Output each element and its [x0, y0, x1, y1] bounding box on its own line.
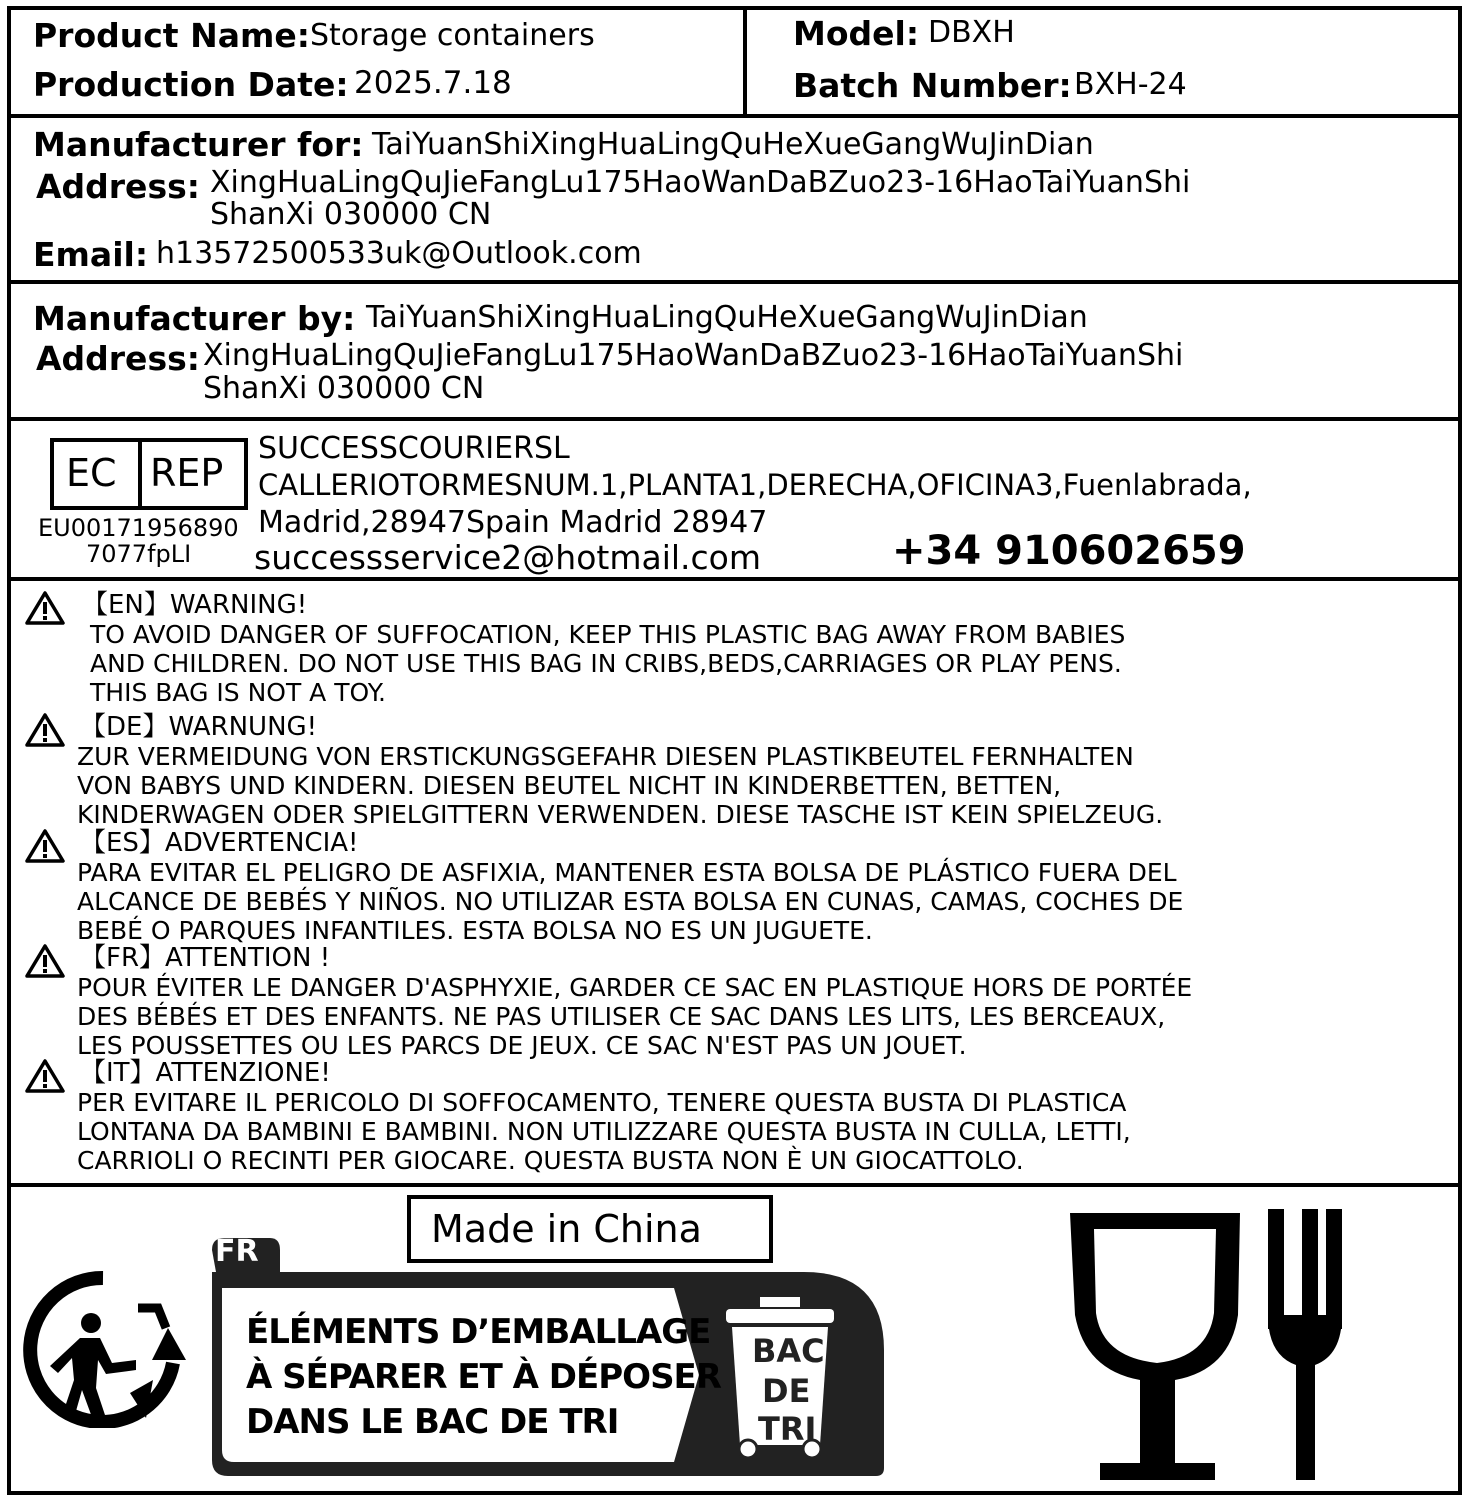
warning-line: DES BÉBÉS ET DES ENFANTS. NE PAS UTILISER CE SAC DANS LES LITS, LES BERCEAUX,	[77, 1002, 1166, 1031]
ec-rep-phone: +34 910602659	[892, 528, 1246, 574]
bin-label: DE	[762, 1372, 811, 1410]
warning-title: 【FR】ATTENTION !	[80, 943, 331, 973]
warning-title: 【DE】WARNUNG!	[80, 712, 318, 742]
made-in: Made in China	[431, 1207, 702, 1251]
ec-rep-company: SUCCESSCOURIERSL	[258, 431, 570, 466]
product-name-label: Product Name:	[33, 16, 310, 55]
divider	[7, 114, 1462, 118]
divider	[7, 1183, 1462, 1187]
warning-triangle-icon	[24, 1058, 66, 1094]
warning-line: ZUR VERMEIDUNG VON ERSTICKUNGSGEFAHR DIESEN PLASTIKBEUTEL FERNHALTEN	[77, 742, 1134, 771]
manufacturer-for-name: TaiYuanShiXingHuaLingQuHeXueGangWuJinDian	[372, 127, 1094, 162]
warning-line: ALCANCE DE BEBÉS Y NIÑOS. NO UTILIZAR ESTA BOLSA EN CUNAS, CAMAS, COCHES DE	[77, 887, 1184, 916]
warning-title: 【EN】WARNING!	[82, 590, 308, 620]
ec-rep-code: 7077fpLI	[86, 540, 192, 568]
warning-triangle-icon	[24, 943, 66, 979]
ec-rep-address: CALLERIOTORMESNUM.1,PLANTA1,DERECHA,OFICINA3,Fuenlabrada,	[258, 468, 1252, 502]
address-line: XingHuaLingQuJieFangLu175HaoWanDaBZuo23-16HaoTaiYuanShi	[210, 165, 1191, 200]
model-label: Model:	[793, 14, 920, 53]
address-label: Address:	[36, 167, 200, 206]
product-name: Storage containers	[310, 18, 595, 53]
ec-text: EC	[66, 451, 117, 495]
divider	[138, 442, 142, 506]
address-line: ShanXi 030000 CN	[210, 197, 492, 232]
divider	[7, 417, 1462, 421]
warning-line: POUR ÉVITER LE DANGER D'ASPHYXIE, GARDER CE SAC EN PLASTIQUE HORS DE PORTÉE	[77, 973, 1193, 1002]
production-date-label: Production Date:	[33, 65, 349, 104]
ec-rep-address: Madrid,28947Spain Madrid 28947	[258, 505, 768, 540]
production-date: 2025.7.18	[354, 65, 512, 101]
warning-line: AND CHILDREN. DO NOT USE THIS BAG IN CRIBS,BEDS,CARRIAGES OR PLAY PENS.	[90, 649, 1122, 678]
warning-line: PARA EVITAR EL PELIGRO DE ASFIXIA, MANTENER ESTA BOLSA DE PLÁSTICO FUERA DEL	[77, 858, 1177, 887]
ec-rep-symbol	[50, 438, 248, 510]
fr-badge: FR	[215, 1234, 259, 1269]
warning-line: VON BABYS UND KINDERN. DIESEN BEUTEL NICHT IN KINDERBETTEN, BETTEN,	[77, 771, 1062, 800]
manufacturer-by-label: Manufacturer by:	[33, 299, 356, 338]
email: h13572500533uk@Outlook.com	[156, 236, 642, 271]
warning-line: CARRIOLI O RECINTI PER GIOCARE. QUESTA BUSTA NON È UN GIOCATTOLO.	[77, 1146, 1024, 1175]
address-line: XingHuaLingQuJieFangLu175HaoWanDaBZuo23-16HaoTaiYuanShi	[203, 338, 1184, 373]
warning-triangle-icon	[24, 828, 66, 864]
batch-label: Batch Number:	[793, 66, 1072, 105]
warning-triangle-icon	[24, 590, 66, 626]
warning-line: TO AVOID DANGER OF SUFFOCATION, KEEP THIS PLASTIC BAG AWAY FROM BABIES	[90, 620, 1126, 649]
warning-title: 【ES】ADVERTENCIA!	[80, 828, 359, 858]
bin-label: BAC	[752, 1332, 825, 1370]
divider	[743, 6, 747, 118]
info-tri-line: ÉLÉMENTS D’EMBALLAGE	[246, 1312, 711, 1352]
rep-text: REP	[150, 451, 224, 495]
warning-line: LES POUSSETTES OU LES PARCS DE JEUX. CE SAC N'EST PAS UN JOUET.	[77, 1031, 967, 1060]
warning-triangle-icon	[24, 712, 66, 748]
ec-rep-email: successservice2@hotmail.com	[254, 538, 762, 577]
warning-line: PER EVITARE IL PERICOLO DI SOFFOCAMENTO, TENERE QUESTA BUSTA DI PLASTICA	[77, 1088, 1127, 1117]
warning-line: LONTANA DA BAMBINI E BAMBINI. NON UTILIZZARE QUESTA BUSTA IN CULLA, LETTI,	[77, 1117, 1131, 1146]
ec-rep-code: EU00171956890	[38, 514, 239, 542]
model: DBXH	[928, 15, 1015, 50]
glass-fork-food-safe-icon	[1060, 1205, 1350, 1485]
batch-number: BXH-24	[1074, 67, 1187, 102]
address-line: ShanXi 030000 CN	[203, 371, 485, 406]
manufacturer-for-label: Manufacturer for:	[33, 125, 364, 164]
bin-label: TRI	[758, 1410, 817, 1448]
divider	[7, 577, 1462, 581]
warning-line: BEBÉ O PARQUES INFANTILES. ESTA BOLSA NO ES UN JUGUETE.	[77, 916, 873, 945]
address-label: Address:	[36, 339, 200, 378]
divider	[7, 280, 1462, 284]
warning-line: THIS BAG IS NOT A TOY.	[90, 678, 386, 707]
info-tri-line: DANS LE BAC DE TRI	[246, 1402, 619, 1442]
manufacturer-by-name: TaiYuanShiXingHuaLingQuHeXueGangWuJinDian	[366, 300, 1088, 335]
triman-recycling-icon	[18, 1268, 188, 1428]
email-label: Email:	[33, 235, 149, 274]
info-tri-line: À SÉPARER ET À DÉPOSER	[246, 1357, 721, 1397]
warning-line: KINDERWAGEN ODER SPIELGITTERN VERWENDEN. DIESE TASCHE IST KEIN SPIELZEUG.	[77, 800, 1164, 829]
warning-title: 【IT】ATTENZIONE!	[80, 1058, 331, 1088]
